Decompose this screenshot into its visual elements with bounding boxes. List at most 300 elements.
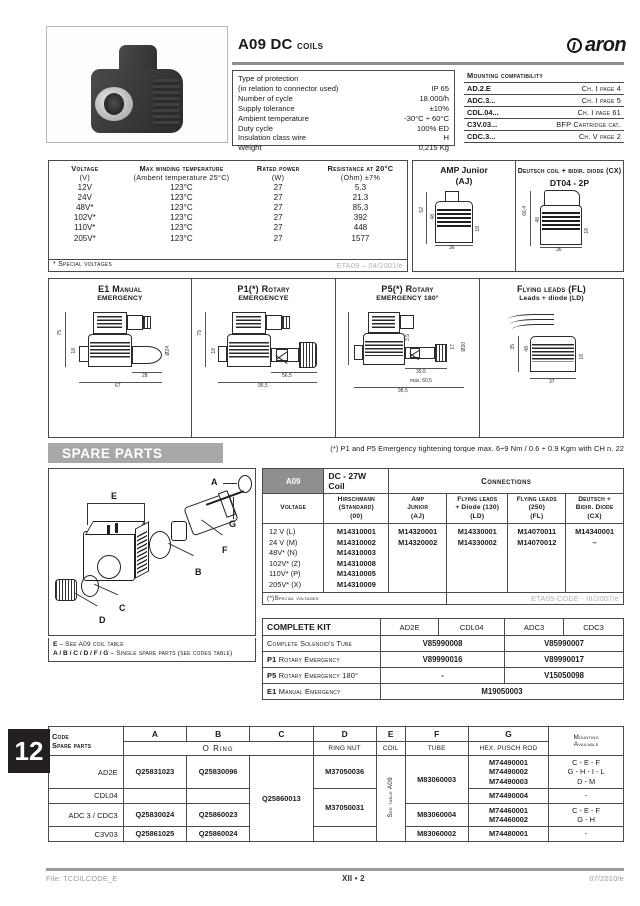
a09-badge: A09 xyxy=(263,469,324,494)
page-header xyxy=(0,0,640,153)
spec-row xyxy=(238,104,449,114)
manual-override-cap xyxy=(132,346,162,364)
kit-col-ad2e: AD2E xyxy=(381,619,439,636)
cell-coil-ref: See table A09 xyxy=(376,756,405,842)
footer-divider xyxy=(46,868,624,871)
kit-value-right: V85990007 xyxy=(505,636,624,652)
cell-power: 27 xyxy=(273,202,283,212)
leader-line xyxy=(223,483,237,484)
spec-value: IP 65 xyxy=(431,83,449,93)
cell-voltage: 12 V (L) xyxy=(269,527,296,537)
dim-length-rotary: 56,5 xyxy=(282,373,292,379)
col-deutsch: Deutsch + Bidir. Diode (CX) xyxy=(566,494,624,524)
table-row xyxy=(49,182,407,192)
variant-e1-manual xyxy=(48,278,192,438)
spec-value: 0,215 Kg xyxy=(418,143,449,153)
spec-value: ±10% xyxy=(429,103,449,113)
connections-subtitle: DC - 27W Coil xyxy=(324,469,389,494)
mounting-heading: Mounting compatibility xyxy=(464,70,624,83)
exploded-diagram-box xyxy=(48,468,256,636)
coil-windings xyxy=(532,344,574,362)
kit-col-cdc3: CDC3 xyxy=(564,619,624,636)
complete-kit-table-box xyxy=(262,618,624,700)
col-hirschmann: Hirschmann (Standard) (00) xyxy=(324,494,389,524)
col-letter-f: F xyxy=(405,727,468,742)
coil-windings xyxy=(229,342,269,358)
spec-label: Ambient temperature xyxy=(238,113,309,123)
spec-row xyxy=(238,124,449,134)
coil-pin xyxy=(107,525,110,535)
complete-kit-table xyxy=(262,618,624,700)
voltage-table xyxy=(49,161,407,243)
col-mounting-available: Mounting Available xyxy=(549,727,624,756)
spec-row xyxy=(238,84,449,94)
col-letter-d: D xyxy=(313,727,376,742)
label-d: D xyxy=(99,615,106,625)
variant-drawing xyxy=(49,306,191,411)
hirschmann-cells xyxy=(324,524,389,593)
specifications-box xyxy=(232,70,455,153)
table-row xyxy=(49,202,407,212)
dim-height-base: 18 xyxy=(584,228,590,234)
label-c: C xyxy=(119,603,126,613)
variant-drawing xyxy=(480,306,623,411)
rotary-knob xyxy=(299,342,317,368)
variant-subtitle: EMERGENCY 180° xyxy=(376,295,439,302)
kit-value-span: M19050003 xyxy=(381,684,624,700)
cell-ring-nut: M37050031 xyxy=(313,789,376,827)
dim-height-total: 52 xyxy=(419,207,425,213)
connections-group-header: Connections xyxy=(389,469,624,494)
coil-pin xyxy=(115,523,118,533)
table-row xyxy=(49,756,624,789)
connector-cap xyxy=(400,315,414,329)
mounting-reference: Ch. I page 61 xyxy=(577,108,621,117)
legend-line-parts: A / B / C / D / F / G – Single spare parts (see codes table) xyxy=(53,650,233,657)
cell-push-rod: M74490004 xyxy=(468,789,549,803)
dim-flange: 18 xyxy=(71,348,77,354)
cell-power: 27 xyxy=(273,213,283,223)
spec-row xyxy=(238,94,449,104)
kit-col-adc3: ADC3 xyxy=(505,619,564,636)
leader-line xyxy=(144,503,145,525)
tube-end-part xyxy=(171,521,187,541)
table-row xyxy=(263,652,624,668)
cell-part-number: – xyxy=(592,537,597,547)
mounting-row xyxy=(464,107,624,119)
codes-subheader-row xyxy=(49,742,624,756)
connector-detail xyxy=(97,316,122,329)
page-footer xyxy=(46,874,624,883)
row-name-adc3-cdc3: ADC 3 / CDC3 xyxy=(49,803,124,827)
dim-diameter: Ø24 xyxy=(165,346,171,356)
cell-resistance: 448 xyxy=(353,223,368,233)
connector-detail xyxy=(236,316,261,329)
table-row xyxy=(49,213,407,223)
cell-voltage: 110V* (P) xyxy=(269,569,301,579)
complete-kit-title: COMPLETE KIT xyxy=(263,619,381,636)
footer-page-number: XII • 2 xyxy=(341,874,365,883)
cell-voltage: 110V* xyxy=(74,223,96,233)
cell-push-rod: M74490001 M74490002 M74490003 xyxy=(468,756,549,789)
spec-row xyxy=(238,74,449,84)
cell-oring-b xyxy=(187,789,250,803)
mounting-code: C3V.03... xyxy=(467,120,498,129)
codes-corner-header: Code Spare parts xyxy=(49,727,124,756)
spec-row xyxy=(238,133,449,143)
cell-oring-b: Q25860024 xyxy=(187,827,250,841)
col-amp-junior: Amp Junior (AJ) xyxy=(389,494,447,524)
dim-height-coil: 48 xyxy=(524,346,530,352)
dim-length-total: 95,5 xyxy=(258,383,268,389)
table-row xyxy=(49,192,407,202)
cell-mounting-available: - xyxy=(549,789,624,803)
table-row xyxy=(49,827,624,841)
subheader-ring-nut: RING NUT xyxy=(313,742,376,756)
subheader-tube: TUBE xyxy=(405,742,468,756)
deutsch-cells xyxy=(566,524,624,593)
rotary-knob xyxy=(435,344,447,362)
spec-label: Supply tolerance xyxy=(238,103,295,113)
tube-flange xyxy=(218,346,227,362)
cell-voltage: 48V* (N) xyxy=(269,548,298,558)
cell-push-rod: M74480001 xyxy=(468,827,549,841)
mounting-code: AD.2.E xyxy=(467,84,491,93)
variant-subtitle: EMERGENCY xyxy=(97,295,143,302)
mounting-row xyxy=(464,131,624,143)
spec-value: 100% ED xyxy=(416,123,449,133)
label-a: A xyxy=(211,477,218,487)
mounting-row xyxy=(464,83,624,95)
cell-part-number: M14320001 xyxy=(398,527,438,537)
power-col-header: Rated power (W) xyxy=(256,164,300,182)
amp-junior-drawing xyxy=(413,188,515,250)
cell-resistance: 21.3 xyxy=(352,192,369,202)
tube-flange xyxy=(354,345,363,360)
amp-junior-cells xyxy=(389,524,447,593)
mounting-row xyxy=(464,95,624,107)
coil-fins xyxy=(137,528,147,573)
cell-mounting-available: - xyxy=(549,827,624,841)
dim-length-total: 67 xyxy=(115,383,121,389)
deutsch-drawing xyxy=(516,190,623,252)
cell-voltage: 48V* xyxy=(76,202,94,212)
coil-bore-inner xyxy=(104,93,124,115)
voltage-table-footer xyxy=(49,259,407,271)
dim-height: 75 xyxy=(57,330,63,336)
subheader-push-rod: HEX. PUSCH ROD xyxy=(468,742,549,756)
label-e: E xyxy=(111,491,118,501)
col-letter-g: G xyxy=(468,727,549,742)
col-flying-leads: Flying leads (250) (FL) xyxy=(508,494,566,524)
label-g: G xyxy=(229,519,237,529)
mounting-code: CDL.04... xyxy=(467,108,499,117)
kit-value-left: V85990008 xyxy=(381,636,505,652)
voltage-table-header-row xyxy=(49,161,407,182)
rotary-cross-mark xyxy=(410,348,420,358)
exploded-diagram xyxy=(49,469,255,635)
spare-parts-codes-table-box xyxy=(48,726,624,842)
cell-power: 27 xyxy=(273,192,283,202)
col-flying-leads-diode: Flying leads + Diode (130) (LD) xyxy=(447,494,508,524)
cell-oring-a: Q25861025 xyxy=(123,827,186,841)
oring-group-header: O Ring xyxy=(123,742,313,756)
cell-temperature: 123°C xyxy=(170,182,193,192)
dim-line xyxy=(65,312,66,367)
cell-resistance: 85.3 xyxy=(352,202,369,212)
cell-part-number: M14310002 xyxy=(336,537,376,547)
variant-subtitle: Leads + diode (LD) xyxy=(519,295,584,302)
cell-voltage: 205V* xyxy=(73,233,96,243)
row-name-c3v03: C3V03 xyxy=(49,827,124,841)
dim-nut: 17 xyxy=(450,344,456,350)
spec-value: H xyxy=(443,133,449,143)
dim-width: 36 xyxy=(449,245,455,251)
spec-label: Duty cycle xyxy=(238,123,274,133)
variant-subtitle: EMERGENCYE xyxy=(238,295,289,302)
kit-row-label: E1 Manual Emergency xyxy=(263,684,381,700)
spare-parts-banner-label: SPARE PARTS xyxy=(62,446,163,461)
kit-row-label: Complete Solenoid's Tube xyxy=(263,636,381,652)
cell-mounting-available: C - E - F G - H xyxy=(549,803,624,827)
table-row xyxy=(49,789,624,803)
connector-cap xyxy=(127,315,143,330)
table-row xyxy=(49,223,407,233)
solenoid-coil-photo xyxy=(77,39,199,135)
connections-doccode: ETA09-CODE - III/2007/e xyxy=(447,592,624,604)
connections-table-box xyxy=(262,468,624,605)
leader-line xyxy=(168,543,194,556)
cell-tube: M83060002 xyxy=(405,827,468,841)
mounting-code: CDC.3... xyxy=(467,132,496,141)
cell-oring-a xyxy=(123,789,186,803)
dim-line xyxy=(405,368,447,369)
cell-part-number: M14310008 xyxy=(336,558,376,568)
cell-power: 27 xyxy=(273,182,283,192)
voltage-specification-table xyxy=(48,160,408,272)
connections-table xyxy=(262,468,624,605)
variant-p1-rotary xyxy=(192,278,336,438)
kit-row-label: P5 Rotary Emergency 180° xyxy=(263,668,381,684)
dim-line xyxy=(271,372,317,373)
cell-push-rod: M74460001 M74460002 xyxy=(468,803,549,827)
dim-line xyxy=(348,312,349,365)
logo-wordmark: aron xyxy=(585,34,626,56)
kit-value-left: - xyxy=(381,668,505,684)
cell-resistance: 5.3 xyxy=(354,182,367,192)
oring-part-b xyxy=(149,531,171,559)
cell-voltage: 205V* (X) xyxy=(269,579,302,589)
cell-part-number: M14320002 xyxy=(398,537,438,547)
deutsch-title: Deutsch coil + bidir. diode (CX) DT04 - 2P xyxy=(517,168,622,188)
spec-row xyxy=(238,114,449,124)
mounting-reference: BFP Cartridge cat. xyxy=(556,120,621,129)
label-b: B xyxy=(195,567,202,577)
dim-diameter: Ø20 xyxy=(461,342,467,352)
document-code: ETA09 – 04/2001/e xyxy=(336,261,403,270)
connector-cap xyxy=(266,315,282,330)
variant-title: E1 Manual xyxy=(98,284,142,294)
cell-oring-a: Q25830024 xyxy=(123,803,186,827)
dim-height-base: 18 xyxy=(475,226,481,232)
cell-tube: M83060003 xyxy=(405,756,468,804)
dim-width: 37 xyxy=(549,379,555,385)
dim-flange: 18 xyxy=(211,348,217,354)
spec-label: Number of cycle xyxy=(238,93,293,103)
rotary-cross-mark xyxy=(276,349,288,361)
rod-head-part-a xyxy=(238,475,252,493)
emergency-variants-row xyxy=(48,278,624,438)
amp-junior-panel xyxy=(412,160,516,272)
flying-leads-cells xyxy=(508,524,566,593)
dim-length-max: max. 60,5 xyxy=(410,378,432,384)
cell-oring-b: Q25830096 xyxy=(187,756,250,789)
kit-row-label: P1 Rotary Emergency xyxy=(263,652,381,668)
spec-label: Type of protection xyxy=(238,74,299,83)
col-letter-e: E xyxy=(376,727,405,742)
title-divider xyxy=(232,62,624,65)
kit-value-right: V15050098 xyxy=(505,668,624,684)
kit-header-row xyxy=(263,619,624,636)
mounting-compatibility-box xyxy=(464,70,624,146)
dim-height: 75 xyxy=(197,330,203,336)
connector-detail xyxy=(372,316,395,328)
cell-ring-nut: M37050036 xyxy=(313,756,376,789)
dim-line xyxy=(530,191,531,246)
dim-height-base: 18 xyxy=(579,354,585,360)
cell-voltage: 102V* (Z) xyxy=(269,558,301,568)
variant-drawing xyxy=(336,306,479,411)
cell-part-number: M14310009 xyxy=(336,579,376,589)
mounting-reference: Ch. I page 5 xyxy=(581,96,621,105)
table-row xyxy=(49,233,407,243)
cable-gland xyxy=(143,316,151,329)
subheader-coil: COIL xyxy=(376,742,405,756)
cell-voltage: 12V xyxy=(77,182,92,192)
chapter-number-tab: 12 xyxy=(8,729,50,773)
cx-coil-windings xyxy=(542,212,580,230)
mounting-code: ADC.3... xyxy=(467,96,496,105)
dim-length-stem: 39,5 xyxy=(416,369,426,375)
kit-col-cdl04: CDL04 xyxy=(439,619,505,636)
cell-oring-b: Q25860023 xyxy=(187,803,250,827)
temp-col-header: Max winding temperature (Ambent temperature 25°C) xyxy=(133,164,230,182)
cell-oring-a: Q25831023 xyxy=(123,756,186,789)
mounting-reference: Ch. I page 4 xyxy=(581,84,621,93)
spec-label: Insulation class wire xyxy=(238,133,306,143)
dim-line xyxy=(205,312,206,367)
aj-coil-windings xyxy=(437,209,471,227)
col-letter-b: B xyxy=(187,727,250,742)
connections-header-row xyxy=(263,494,624,524)
table-row xyxy=(263,636,624,652)
variant-title: P1(*) Rotary xyxy=(237,284,290,294)
connections-footer-row xyxy=(263,592,624,604)
dim-width: 36 xyxy=(556,247,562,253)
cell-part-number: M14330001 xyxy=(457,527,497,537)
col-voltage: Voltage xyxy=(263,494,324,524)
page-title-suffix: coils xyxy=(296,40,324,52)
mounting-reference: Ch. V page 2 xyxy=(578,132,621,141)
kit-value-left: V89990016 xyxy=(381,652,505,668)
table-row xyxy=(263,684,624,700)
col-letter-a: A xyxy=(123,727,186,742)
coil-bore xyxy=(97,555,121,579)
legend-line-e: E – See A09 coil table xyxy=(53,641,124,648)
cable-gland xyxy=(282,316,290,329)
cell-part-number: M14310003 xyxy=(336,548,376,558)
page-title-main: A09 DC xyxy=(238,36,293,53)
logo-circle-icon xyxy=(567,38,582,53)
cell-mounting-available: C - E - F G - H - I - L D - M xyxy=(549,756,624,789)
mounting-row xyxy=(464,119,624,131)
cell-temperature: 123°C xyxy=(170,202,193,212)
cx-connector-housing xyxy=(544,190,580,206)
leader-line xyxy=(233,497,234,519)
leader-line xyxy=(87,503,88,525)
variant-title: P5(*) Rotary xyxy=(381,284,434,294)
voltage-cells xyxy=(263,524,324,593)
dim-length-cap: 28 xyxy=(142,373,148,379)
flying-lead-wire xyxy=(512,324,554,333)
cell-resistance: 392 xyxy=(353,213,368,223)
spec-label: Weight xyxy=(238,143,262,153)
spec-row xyxy=(238,143,449,153)
connections-body-row xyxy=(263,524,624,593)
page-title xyxy=(238,36,323,53)
dim-height-total: 66,4 xyxy=(522,206,528,216)
leader-line xyxy=(87,503,145,504)
spec-value: -30°C ÷ 60°C xyxy=(404,113,449,123)
dim-height-total: 35 xyxy=(510,344,516,350)
cell-ring-nut xyxy=(313,827,376,841)
cell-temperature: 123°C xyxy=(170,223,193,233)
dim-line xyxy=(354,387,464,388)
cell-temperature: 123°C xyxy=(170,213,193,223)
footer-file-name: File: TCOILCODE_E xyxy=(46,874,118,883)
cell-temperature: 123°C xyxy=(170,192,193,202)
cell-part-number: M14070011 xyxy=(517,527,557,537)
spare-parts-codes-table xyxy=(48,726,624,842)
variant-drawing xyxy=(192,306,335,411)
dim-line xyxy=(518,336,519,372)
voltage-col-header: Voltage (V) xyxy=(71,164,99,182)
row-name-cdl04: CDL04 xyxy=(49,789,124,803)
cell-resistance: 1577 xyxy=(351,233,370,243)
row-name-ad2e: AD2E xyxy=(49,756,124,789)
connections-title-row xyxy=(263,469,624,494)
cell-power: 27 xyxy=(273,233,283,243)
product-photo-box xyxy=(46,26,228,143)
cell-part-number: M14330002 xyxy=(457,537,497,547)
cell-part-number: M14310001 xyxy=(336,527,376,537)
variant-title: Flying leads (FL) xyxy=(516,284,586,294)
aron-logo xyxy=(567,34,626,57)
amp-junior-title: AMP Junior (AJ) xyxy=(440,165,488,186)
dim-length-total: 98,5 xyxy=(398,388,408,394)
connections-footnote: (*)Special voltages xyxy=(263,592,447,604)
torque-note: (*) P1 and P5 Emergency tightening torque max. 6÷9 Nm / 0.6 ÷ 0.9 Kgm with CH n. 22 xyxy=(330,444,624,453)
table-row xyxy=(263,668,624,684)
label-f: F xyxy=(222,545,228,555)
cell-temperature: 123°C xyxy=(170,233,193,243)
cell-part-number: M14340001 xyxy=(575,527,615,537)
dim-line xyxy=(426,192,427,244)
spec-label: (in relation to connector used) xyxy=(238,83,339,93)
resistance-col-header: Resistance at 20°C (Ohm) ±7% xyxy=(327,164,394,182)
cell-voltage: 24V xyxy=(77,192,92,202)
footer-revision-date: 07/2010/e xyxy=(589,874,624,883)
